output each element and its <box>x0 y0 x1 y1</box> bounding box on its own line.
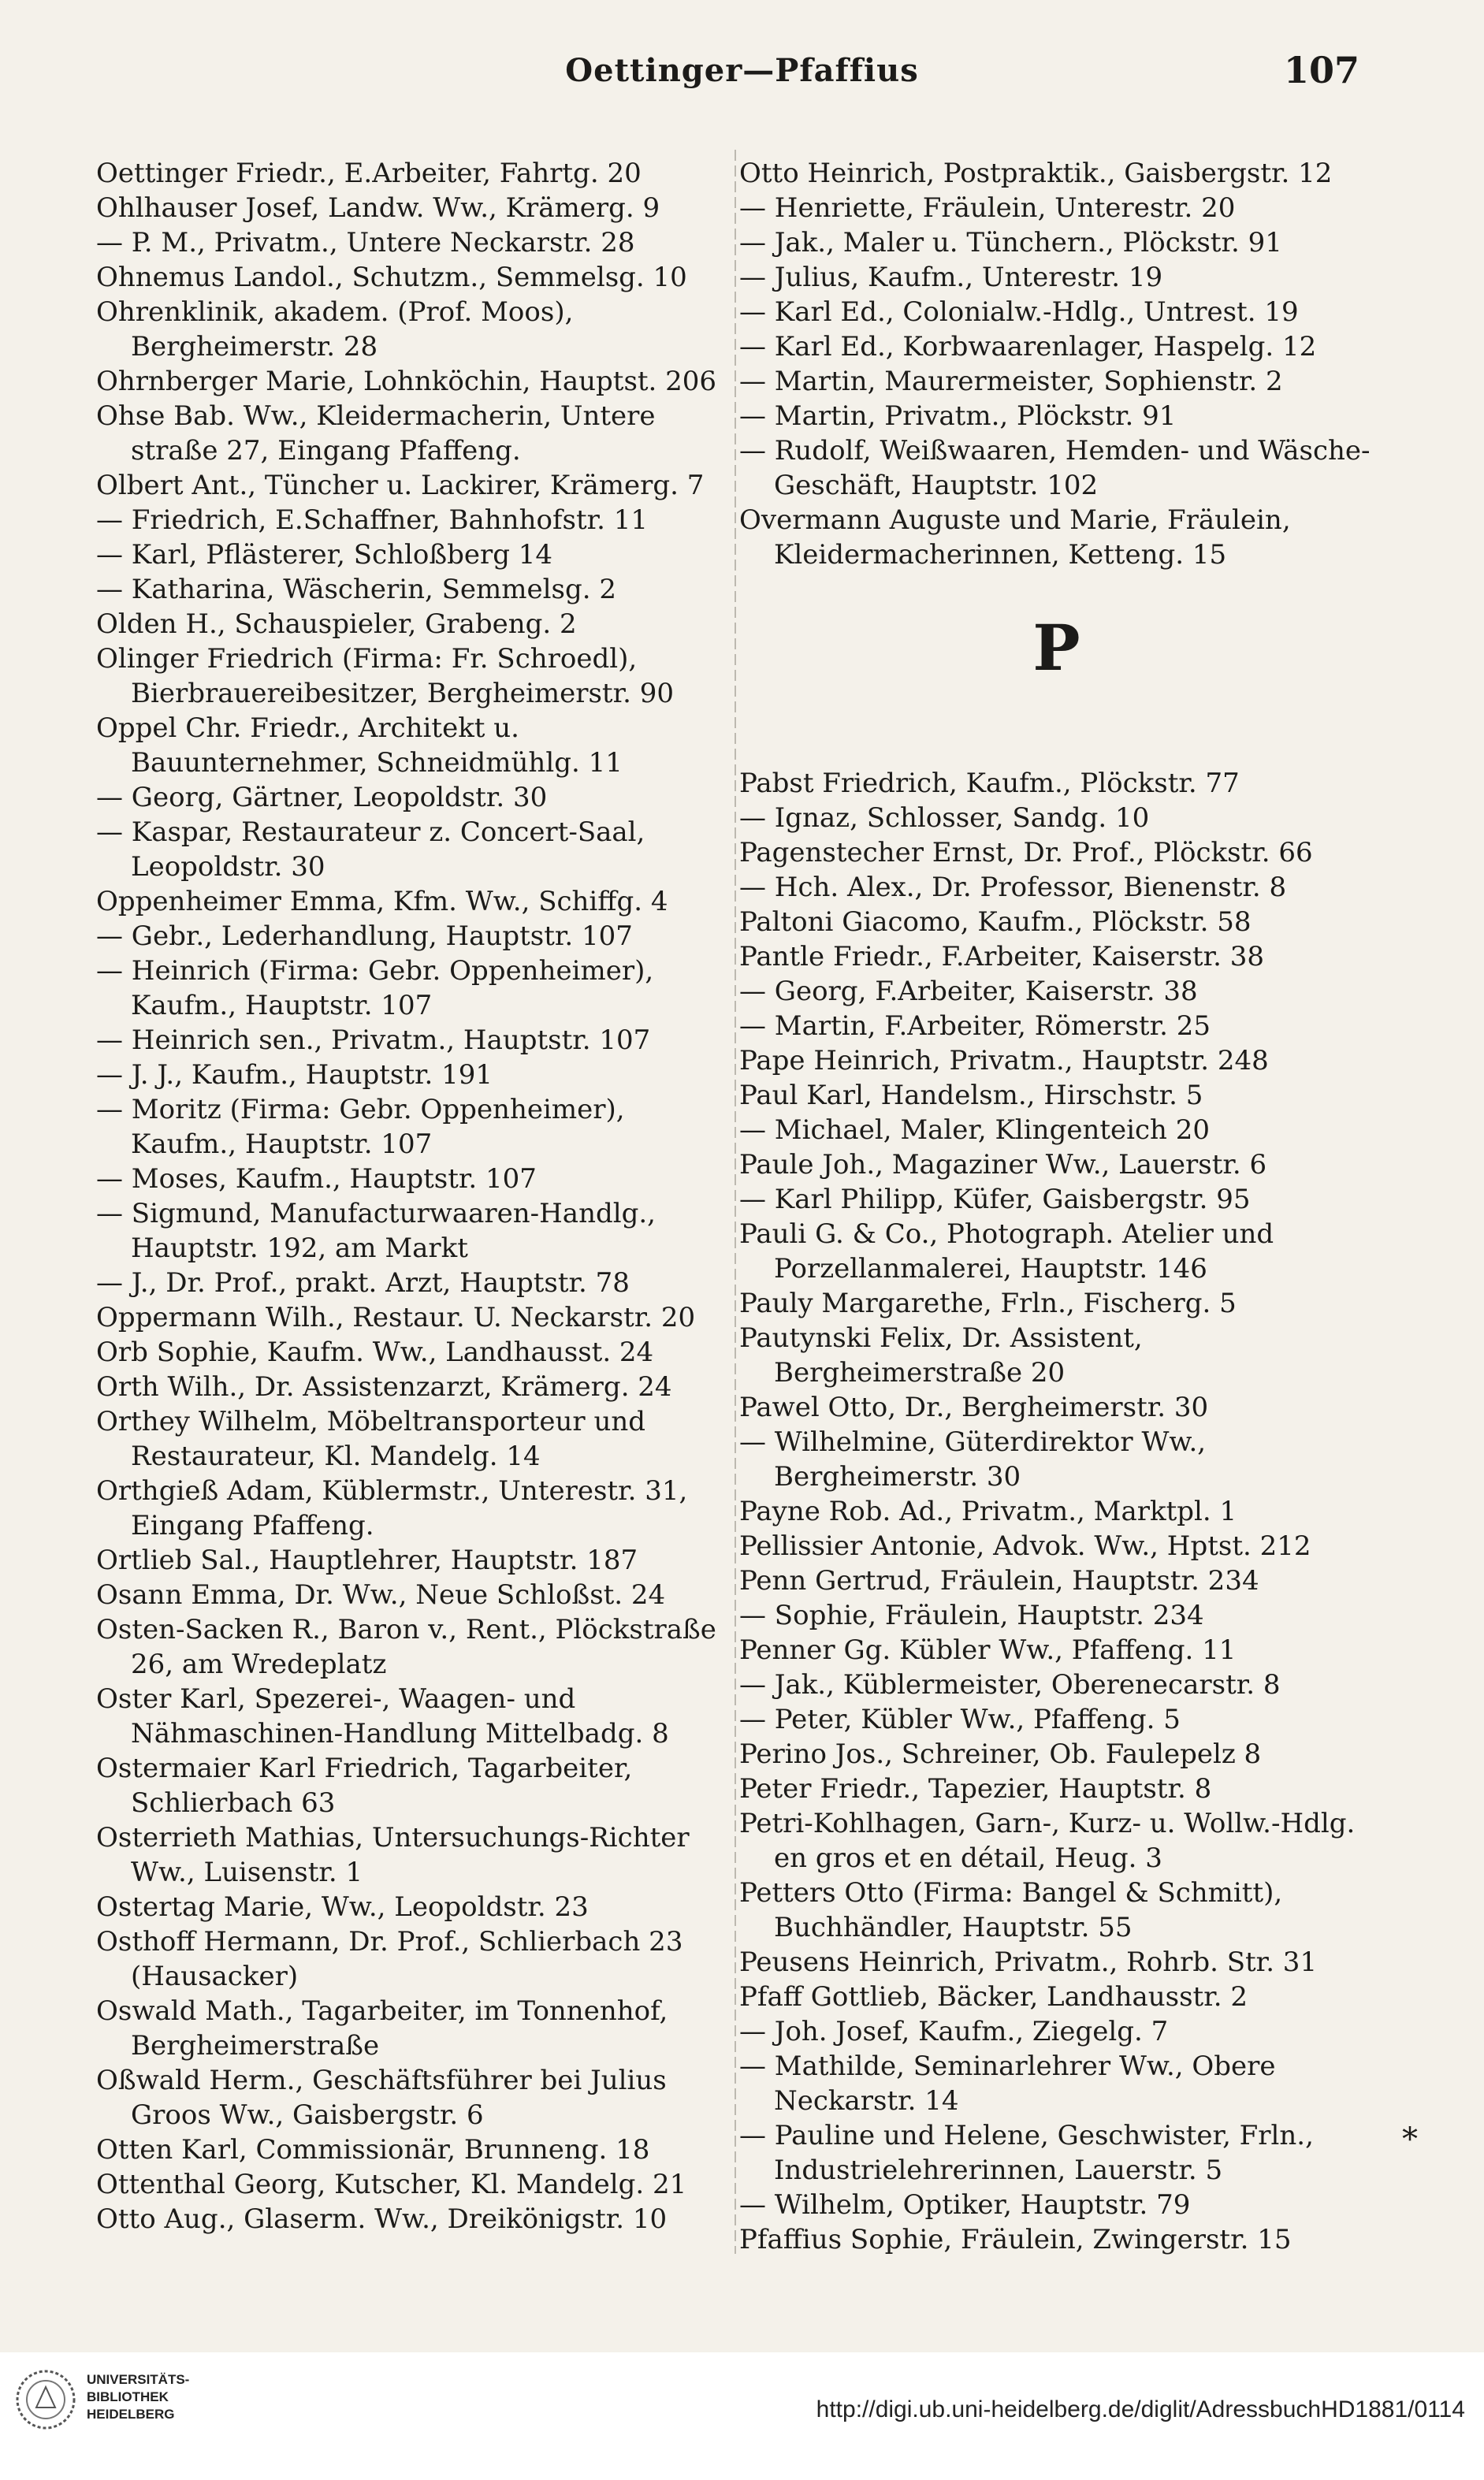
directory-entry: — Wilhelm, Optiker, Hauptstr. 79 <box>739 2189 1191 2221</box>
directory-entry: — Mathilde, Seminarlehrer Ww., Obere Neckarstr. 14 <box>739 2051 1276 2117</box>
directory-entry: Ostertag Marie, Ww., Leopoldstr. 23 <box>96 1891 589 1923</box>
left-column <box>96 156 731 2268</box>
page-number: 107 <box>1283 49 1359 91</box>
page-header-title: Oettinger—Pfaffius <box>565 52 919 89</box>
directory-entry: Penner Gg. Kübler Ww., Pfaffeng. 11 <box>739 1634 1237 1666</box>
directory-entry: — J. J., Kaufm., Hauptstr. 191 <box>96 1059 493 1091</box>
directory-entry: Oettinger Friedr., E.Arbeiter, Fahrtg. 20 <box>96 158 642 189</box>
directory-entry: Orthgieß Adam, Küblermstr., Unterestr. 31, Eingang Pfaffeng. <box>96 1475 688 1541</box>
directory-entry: — J., Dr. Prof., prakt. Arzt, Hauptstr. 78 <box>96 1267 630 1299</box>
directory-entry: Olinger Friedrich (Firma: Fr. Schroedl), Bierbrauereibesitzer, Bergheimerstr. 90 <box>96 643 674 709</box>
directory-entry: Oppenheimer Emma, Kfm. Ww., Schiffg. 4 <box>96 886 668 917</box>
directory-entry: Ohse Bab. Ww., Kleidermacherin, Untere straße 27, Eingang Pfaffeng. <box>96 400 656 467</box>
directory-entry: Osten-Sacken R., Baron v., Rent., Plöckstraße 26, am Wredeplatz <box>96 1614 716 1680</box>
directory-entry: Oßwald Herm., Geschäftsführer bei Julius Groos Ww., Gaisbergstr. 6 <box>96 2065 667 2131</box>
library-line: BIBLIOTHEK <box>87 2389 169 2404</box>
directory-entry: — Moses, Kaufm., Hauptstr. 107 <box>96 1163 537 1195</box>
directory-entry: Pellissier Antonie, Advok. Ww., Hptst. 212 <box>739 1530 1311 1562</box>
directory-entry: Pantle Friedr., F.Arbeiter, Kaiserstr. 38 <box>739 941 1264 972</box>
directory-entry: — Hch. Alex., Dr. Professor, Bienenstr. 8 <box>739 872 1287 903</box>
directory-entry: Pauly Margarethe, Frln., Fischerg. 5 <box>739 1288 1237 1319</box>
directory-entry: — Gebr., Lederhandlung, Hauptstr. 107 <box>96 920 633 952</box>
right-column <box>739 156 1374 2268</box>
university-seal-icon <box>14 2368 77 2431</box>
directory-entry: Osterrieth Mathias, Untersuchungs-Richter Ww., Luisenstr. 1 <box>96 1822 690 1888</box>
directory-entry: — Heinrich sen., Privatm., Hauptstr. 107 <box>96 1024 651 1056</box>
directory-entry: — Sophie, Fräulein, Hauptstr. 234 <box>739 1600 1204 1631</box>
directory-entry: Penn Gertrud, Fräulein, Hauptstr. 234 <box>739 1565 1259 1597</box>
directory-entry: — Karl Ed., Colonialw.-Hdlg., Untrest. 19 <box>739 296 1299 328</box>
directory-entry: — Georg, F.Arbeiter, Kaiserstr. 38 <box>739 976 1198 1007</box>
directory-entry: Pfaffius Sophie, Fräulein, Zwingerstr. 15 <box>739 2224 1292 2255</box>
directory-entry: Paule Joh., Magaziner Ww., Lauerstr. 6 <box>739 1149 1267 1181</box>
directory-entry: Otten Karl, Commissionär, Brunneng. 18 <box>96 2134 650 2166</box>
directory-entry: Petters Otto (Firma: Bangel & Schmitt), Buchhändler, Hauptstr. 55 <box>739 1877 1283 1943</box>
right-column-bottom-entries <box>739 766 1374 2257</box>
directory-entry: Ohnemus Landol., Schutzm., Semmelsg. 10 <box>96 262 687 293</box>
directory-entry: — Peter, Kübler Ww., Pfaffeng. 5 <box>739 1704 1181 1735</box>
directory-entry: Oswald Math., Tagarbeiter, im Tonnenhof, Bergheimerstraße <box>96 1995 668 2062</box>
directory-entry: — Michael, Maler, Klingenteich 20 <box>739 1114 1211 1146</box>
directory-entry: Perino Jos., Schreiner, Ob. Faulepelz 8 <box>739 1738 1262 1770</box>
directory-entry: — Julius, Kaufm., Unterestr. 19 <box>739 262 1163 293</box>
directory-entry: — Karl Ed., Korbwaarenlager, Haspelg. 12 <box>739 331 1317 363</box>
directory-entry: Ottenthal Georg, Kutscher, Kl. Mandelg. 21 <box>96 2169 687 2200</box>
directory-entry: — Kaspar, Restaurateur z. Concert-Saal, Leopoldstr. 30 <box>96 816 645 883</box>
directory-entry: — Jak., Küblermeister, Oberenecarstr. 8 <box>739 1669 1281 1701</box>
directory-entry: Pautynski Felix, Dr. Assistent, Bergheimerstraße 20 <box>739 1322 1143 1389</box>
directory-entry: — Jak., Maler u. Tünchern., Plöckstr. 91 <box>739 227 1282 258</box>
directory-entry: Otto Heinrich, Postpraktik., Gaisbergstr. 12 <box>739 158 1333 189</box>
directory-entry: — Karl, Pflästerer, Schloßberg 14 <box>96 539 553 571</box>
directory-entry: Orb Sophie, Kaufm. Ww., Landhausst. 24 <box>96 1337 654 1368</box>
directory-entry: Otto Aug., Glaserm. Ww., Dreikönigstr. 10 <box>96 2203 668 2235</box>
directory-entry: Paul Karl, Handelsm., Hirschstr. 5 <box>739 1080 1203 1111</box>
directory-entry: Osthoff Hermann, Dr. Prof., Schlierbach 23 (Hausacker) <box>96 1926 683 1992</box>
directory-entry: Peusens Heinrich, Privatm., Rohrb. Str. 31 <box>739 1946 1318 1978</box>
directory-entry: Paltoni Giacomo, Kaufm., Plöckstr. 58 <box>739 906 1252 938</box>
directory-entry: Oppel Chr. Friedr., Architekt u. Bauunternehmer, Schneidmühlg. 11 <box>96 712 623 779</box>
column-divider <box>735 150 736 2254</box>
directory-entry: Ohrenklinik, akadem. (Prof. Moos), Bergheimerstr. 28 <box>96 296 574 363</box>
directory-entry: Olbert Ant., Tüncher u. Lackirer, Krämerg. 7 <box>96 470 705 501</box>
directory-entry: Ortlieb Sal., Hauptlehrer, Hauptstr. 187 <box>96 1545 638 1576</box>
library-line: HEIDELBERG <box>87 2407 175 2422</box>
directory-entry: Ohrnberger Marie, Lohnköchin, Hauptst. 206 <box>96 366 717 397</box>
directory-entry: — Pauline und Helene, Geschwister, Frln., Industrielehrerinnen, Lauerstr. 5 <box>739 2120 1314 2186</box>
directory-entry: Pawel Otto, Dr., Bergheimerstr. 30 <box>739 1392 1209 1423</box>
directory-entry: — Moritz (Firma: Gebr. Oppenheimer), Kaufm., Hauptstr. 107 <box>96 1094 625 1160</box>
directory-entry: Ostermaier Karl Friedrich, Tagarbeiter, Schlierbach 63 <box>96 1753 633 1819</box>
directory-entry: — Martin, Privatm., Plöckstr. 91 <box>739 400 1177 432</box>
directory-entry: Pfaff Gottlieb, Bäcker, Landhausstr. 2 <box>739 1981 1248 2013</box>
directory-entry: Orth Wilh., Dr. Assistenzarzt, Krämerg. 24 <box>96 1371 672 1403</box>
directory-entry: Osann Emma, Dr. Ww., Neue Schloßst. 24 <box>96 1579 666 1611</box>
library-name <box>87 2371 189 2423</box>
directory-entry: Pauli G. & Co., Photograph. Atelier und Porzellanmalerei, Hauptstr. 146 <box>739 1218 1274 1285</box>
directory-entry: Orthey Wilhelm, Möbeltransporteur und Restaurateur, Kl. Mandelg. 14 <box>96 1406 646 1472</box>
directory-entry: — Heinrich (Firma: Gebr. Oppenheimer), Kaufm., Hauptstr. 107 <box>96 955 654 1021</box>
directory-entry: — Katharina, Wäscherin, Semmelsg. 2 <box>96 574 616 605</box>
directory-entry: — Sigmund, Manufacturwaaren-Handlg., Hauptstr. 192, am Markt <box>96 1198 656 1264</box>
directory-entry: Ohlhauser Josef, Landw. Ww., Krämerg. 9 <box>96 192 660 224</box>
directory-entry: Pabst Friedrich, Kaufm., Plöckstr. 77 <box>739 768 1240 799</box>
directory-entry: Pape Heinrich, Privatm., Hauptstr. 248 <box>739 1045 1269 1076</box>
directory-entry: — Henriette, Fräulein, Unterestr. 20 <box>739 192 1236 224</box>
right-column-top-entries <box>739 156 1374 572</box>
directory-entry: — Wilhelmine, Güterdirektor Ww., Bergheimerstr. 30 <box>739 1426 1207 1493</box>
margin-mark: * <box>1402 2121 1418 2158</box>
directory-entry: — Karl Philipp, Küfer, Gaisbergstr. 95 <box>739 1184 1251 1215</box>
source-url-link[interactable]: http://digi.ub.uni-heidelberg.de/diglit/AdressbuchHD1881/0114 <box>816 2396 1465 2422</box>
directory-entry: — Ignaz, Schlosser, Sandg. 10 <box>739 802 1150 834</box>
directory-entry: — Martin, F.Arbeiter, Römerstr. 25 <box>739 1010 1211 1042</box>
directory-entry: — Martin, Maurermeister, Sophienstr. 2 <box>739 366 1283 397</box>
directory-entry: Olden H., Schauspieler, Grabeng. 2 <box>96 608 577 640</box>
library-line: UNIVERSITÄTS- <box>87 2372 190 2387</box>
directory-entry: — Georg, Gärtner, Leopoldstr. 30 <box>96 782 548 813</box>
directory-entry: Pagenstecher Ernst, Dr. Prof., Plöckstr. 66 <box>739 837 1313 868</box>
directory-entry: Oppermann Wilh., Restaur. U. Neckarstr. 20 <box>96 1302 696 1333</box>
directory-entry: Payne Rob. Ad., Privatm., Marktpl. 1 <box>739 1496 1237 1527</box>
directory-entry: — Friedrich, E.Schaffner, Bahnhofstr. 11 <box>96 504 649 536</box>
directory-entry: Petri-Kohlhagen, Garn-, Kurz- u. Wollw.-Hdlg. en gros et en détail, Heug. 3 <box>739 1808 1356 1874</box>
directory-entry: Peter Friedr., Tapezier, Hauptstr. 8 <box>739 1773 1212 1805</box>
directory-entry: Oster Karl, Spezerei-, Waagen- und Nähmaschinen-Handlung Mittelbadg. 8 <box>96 1683 669 1749</box>
directory-entry: — P. M., Privatm., Untere Neckarstr. 28 <box>96 227 635 258</box>
directory-entry: — Joh. Josef, Kaufm., Ziegelg. 7 <box>739 2016 1169 2047</box>
footer <box>0 2352 1484 2480</box>
directory-entry: Overmann Auguste und Marie, Fräulein, Kleidermacherinnen, Ketteng. 15 <box>739 504 1291 571</box>
directory-entry: — Rudolf, Weißwaaren, Hemden- und Wäsche-Geschäft, Hauptstr. 102 <box>739 435 1371 501</box>
section-letter: P <box>1032 611 1080 685</box>
